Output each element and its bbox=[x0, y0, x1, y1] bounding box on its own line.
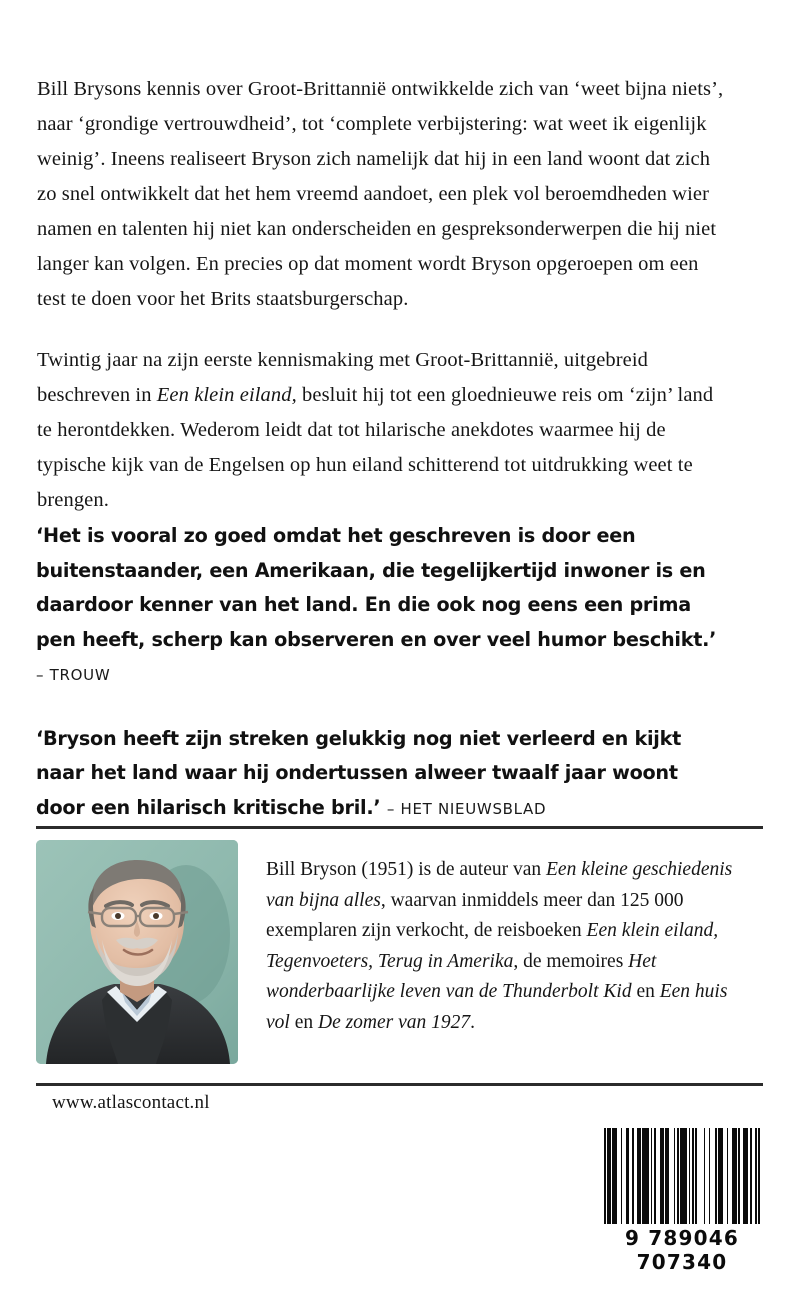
book-title-een-klein-eiland: Een klein eiland, bbox=[156, 384, 297, 406]
publisher-website-link[interactable]: www.atlascontact.nl bbox=[52, 1092, 210, 1113]
divider-above-author bbox=[36, 826, 763, 829]
press-quote-2-text: ‘Bryson heeft zijn streken gelukkig nog niet verleerd en kijkt naar het land waar hij ondertussen alweer twaalf jaar woont door een hilarisch kritische bril.’ bbox=[36, 726, 682, 819]
press-quote-1 bbox=[36, 519, 730, 693]
press-quotes bbox=[36, 519, 730, 826]
divider-above-url bbox=[36, 1083, 763, 1086]
barcode-bar bbox=[758, 1128, 760, 1224]
blurb-paragraph-1: Bill Brysons kennis over Groot-Brittannië ontwikkelde zich van ‘weet bijna niets’, naar ‘grondige vertrouwdheid’, tot ‘complete verbijstering: wat weet ik eigenlijk weinig’. Ineens realiseert Bryson zich namelijk dat hij in een land woont dat zich zo snel ontwikkelt dat het hem vreemd aandoet, een plek vol beroemdheden wier namen en talenten hij niet kan onderscheiden en gespreksonderwerpen die hij niet langer kan volgen. En precies op dat moment wordt Bryson opgeroepen om een test te doen voor het Brits staatsburgerschap. bbox=[37, 78, 724, 310]
press-quote-1-source: – TROUW bbox=[36, 666, 111, 684]
bio-title-reisboeken: Een klein eiland, Tegenvoeters, Terug in Amerika bbox=[266, 920, 719, 972]
bio-part-2: , waarvan inmiddels meer dan 125 000 exemplaren zijn verkocht, de reisboeken bbox=[266, 889, 684, 941]
bio-title-een-huis-vol: Een huis vol bbox=[266, 981, 728, 1033]
bio-title-een-kleine-geschiedenis: Een kleine geschiedenis van bijna alles bbox=[266, 859, 733, 911]
barcode-bars bbox=[604, 1128, 760, 1224]
press-quote-2-source: – HET NIEUWSBLAD bbox=[386, 799, 547, 818]
blurb-paragraph-2-lead: Twintig jaar na zijn eerste kennismaking met Groot-Brittannië, uitgebreid beschreven in bbox=[37, 349, 649, 406]
author-portrait-icon bbox=[36, 840, 238, 1064]
press-quote-1-text: ‘Het is vooral zo goed omdat het geschreven is door een buitenstaander, een Amerikaan, die tegelijkertijd inwoner is en daardoor kenner van het land. En die ook nog eens een prima pen heeft, scherp kan observeren en over veel humor beschikt.’ bbox=[36, 524, 717, 651]
barcode-digits: 9 789046 707340 bbox=[625, 1226, 739, 1274]
bio-lead: Bill Bryson (1951) is de auteur van bbox=[266, 859, 546, 880]
blurb-paragraph-2 bbox=[37, 343, 725, 518]
isbn-barcode bbox=[604, 1128, 760, 1274]
bio-part-6: . bbox=[470, 1011, 476, 1033]
press-quote-2 bbox=[36, 722, 730, 827]
blurb-text bbox=[37, 72, 725, 518]
bio-part-5: en bbox=[289, 1011, 318, 1033]
blurb-paragraph-2-tail: besluit hij tot een gloednieuwe reis om ‘zijn’ land te herontdekken. Wederom leidt dat tot hilarische anekdotes waarmee hij de typische kijk van de Engelsen op hun eiland schitterend tot uitdrukking weet te brengen. bbox=[37, 384, 714, 511]
author-portrait-photo bbox=[36, 840, 238, 1064]
bio-title-de-zomer-van-1927: De zomer van 1927 bbox=[317, 1011, 471, 1033]
bio-part-3: , de memoires bbox=[513, 950, 629, 972]
bio-title-thunderbolt-kid: Het wonderbaarlijke leven van de Thunderbolt Kid bbox=[266, 950, 657, 1002]
bio-part-4: en bbox=[631, 981, 660, 1002]
author-bio-text bbox=[266, 840, 756, 1038]
author-block bbox=[36, 840, 763, 1064]
